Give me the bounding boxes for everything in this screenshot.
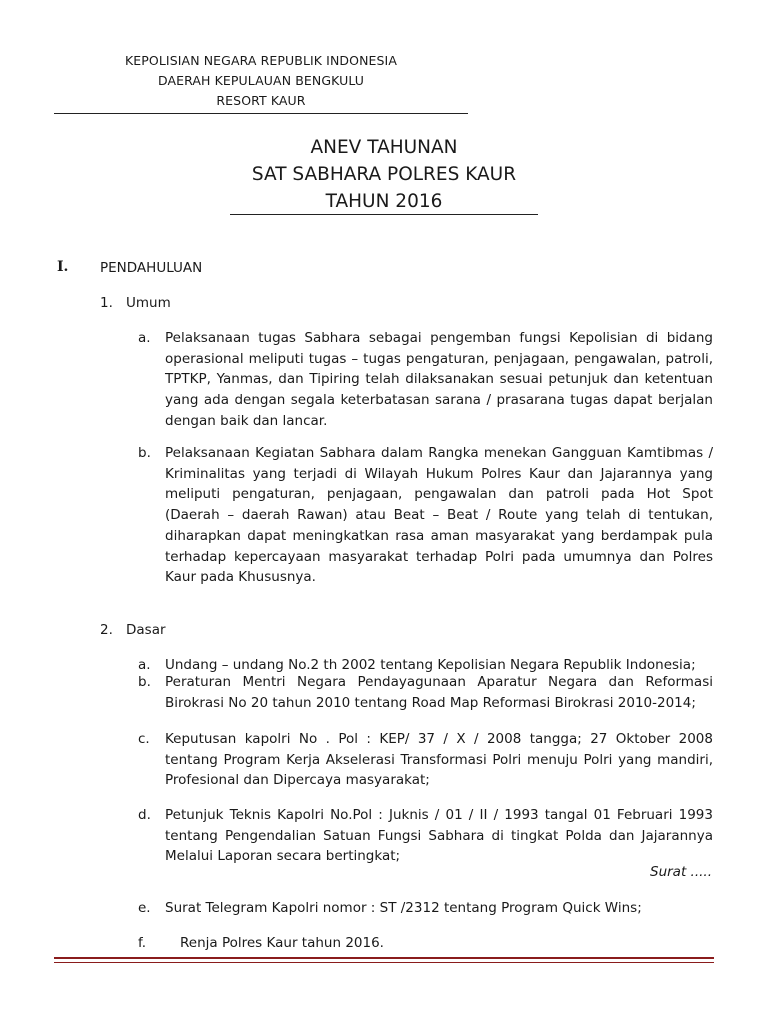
paragraph-dasar-f: Renja Polres Kaur tahun 2016. bbox=[180, 935, 384, 951]
paragraph-line: Surat Telegram Kapolri nomor : ST /2312 tentang Program Quick Wins; bbox=[165, 900, 642, 916]
paragraph-line: Keputusan kapolri No . Pol : KEP/ 37 / X / 2008 tangga; 27 Oktober 2008 bbox=[165, 731, 713, 747]
paragraph-line: Birokrasi No 20 tahun 2010 tentang Road Map Reformasi Birokrasi 2010-2014; bbox=[165, 694, 696, 711]
paragraph-line: Peraturan Mentri Negara Pendayagunaan Aparatur Negara dan Reformasi bbox=[165, 674, 713, 690]
title-underline bbox=[230, 214, 538, 215]
paragraph-line: Kaur pada Khususnya. bbox=[165, 569, 316, 586]
paragraph-line: Profesional dan Dipercaya masyarakat; bbox=[165, 772, 430, 789]
paragraph-dasar-b bbox=[165, 672, 713, 713]
item-marker: b. bbox=[138, 445, 151, 461]
item-marker: c. bbox=[138, 731, 150, 747]
paragraph-line: yang ada dengan segala keterbatasan sarana / prasarana tugas dapat berjalan bbox=[165, 392, 713, 409]
paragraph-umum-b bbox=[165, 443, 713, 588]
paragraph-line: Pelaksanaan Kegiatan Sabhara dalam Rangka menekan Gangguan Kamtibmas / bbox=[165, 445, 713, 461]
paragraph-dasar-c bbox=[165, 729, 713, 791]
paragraph-line: TPTKP, Yanmas, dan Tipiring telah dilaksanakan sesuai petunjuk dan ketentuan bbox=[165, 371, 713, 388]
item-marker: e. bbox=[138, 900, 151, 916]
paragraph-dasar-e bbox=[165, 898, 713, 919]
continuation-note: Surat ..... bbox=[650, 864, 712, 880]
title-line-2: SAT SABHARA POLRES KAUR bbox=[251, 164, 517, 185]
paragraph-line: tentang Pengendalian Satuan Fungsi Sabhara di tingkat Polda dan Jajarannya bbox=[165, 827, 713, 844]
letterhead-underline bbox=[54, 113, 468, 114]
subsection-number-2: 2. bbox=[100, 622, 113, 638]
paragraph-line: Petunjuk Teknis Kapolri No.Pol : Juknis / 01 / II / 1993 tangal 01 Februari 1993 bbox=[165, 807, 713, 823]
paragraph-line: meliputi pengaturan, penjagaan, pengawalan dan patroli pada Hot Spot bbox=[165, 486, 713, 503]
letterhead-line-1: KEPOLISIAN NEGARA REPUBLIK INDONESIA bbox=[125, 53, 397, 68]
subsection-heading-umum: Umum bbox=[126, 295, 171, 311]
footer-rule-thin bbox=[54, 962, 714, 963]
subsection-number-1: 1. bbox=[100, 295, 113, 311]
paragraph-line: Kriminalitas yang terjadi di Wilayah Hukum Polres Kaur dan Jajarannya yang bbox=[165, 465, 713, 482]
paragraph-line: Melalui Laporan secara bertingkat; bbox=[165, 848, 401, 865]
paragraph-line: dengan baik dan lancar. bbox=[165, 412, 328, 429]
paragraph-line: (Daerah – daerah Rawan) atau Beat – Beat / Route yang telah di tentukan, bbox=[165, 507, 713, 524]
letterhead-line-3: RESORT KAUR bbox=[216, 93, 306, 108]
paragraph-line: operasional meliputi tugas – tugas pengaturan, penjagaan, pengawalan, patroli, bbox=[165, 350, 713, 367]
section-number: I. bbox=[57, 259, 69, 275]
letterhead-line-2: DAERAH KEPULAUAN BENGKULU bbox=[157, 73, 365, 88]
paragraph-umum-a bbox=[165, 328, 713, 432]
paragraph-line: Undang – undang No.2 th 2002 tentang Kepolisian Negara Republik Indonesia; bbox=[165, 657, 696, 673]
title-line-3: TAHUN 2016 bbox=[325, 191, 443, 212]
paragraph-line: Pelaksanaan tugas Sabhara sebagai pengemban fungsi Kepolisian di bidang bbox=[165, 330, 713, 346]
paragraph-line: terhadap kepercayaan masyarakat terhadap Polri pada umumnya dan Polres bbox=[165, 548, 713, 565]
item-marker: a. bbox=[138, 657, 151, 673]
item-marker: a. bbox=[138, 330, 151, 346]
item-marker: d. bbox=[138, 807, 151, 823]
paragraph-dasar-d bbox=[165, 805, 713, 867]
item-marker: b. bbox=[138, 674, 151, 690]
paragraph-line: tentang Program Kerja Akselerasi Transformasi Polri menuju Polri yang mandiri, bbox=[165, 751, 713, 768]
item-marker: f. bbox=[138, 935, 147, 951]
paragraph-line: diharapkan dapat meningkatkan rasa aman masyarakat yang berdampak pula bbox=[165, 527, 713, 544]
subsection-heading-dasar: Dasar bbox=[126, 622, 166, 638]
section-heading: PENDAHULUAN bbox=[100, 260, 203, 276]
title-line-1: ANEV TAHUNAN bbox=[310, 137, 458, 158]
footer-rule-thick bbox=[54, 957, 714, 959]
